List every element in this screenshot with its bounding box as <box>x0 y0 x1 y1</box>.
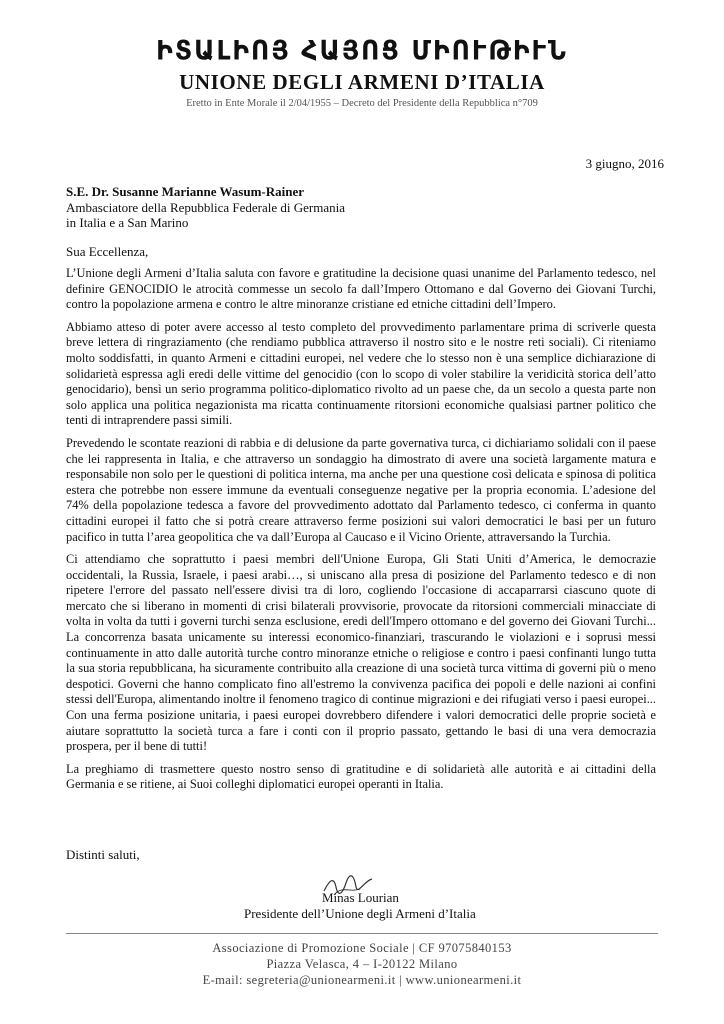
recipient-title: Ambasciatore della Repubblica Federale di Germania <box>66 199 346 215</box>
recipient-location: in Italia e a San Marino <box>66 215 189 230</box>
letter-date: 3 giugno, 2016 <box>585 156 664 171</box>
recipient-block <box>66 184 345 231</box>
paragraph: Prevedendo le scontate reazioni di rabbia e di delusione da parte governativa turca, ci dichiariamo solidali con il paese che lei rappresenta in Italia, e che attraverso un sondaggio ha dimostrato di avere una società largamente matura e responsabile non solo per le questioni di politica interna, ma anche per una questione così delicata e spinosa di politica estera che potrebbe non essere immune da eventuali conseguenze negative per la propria economia. L’adesione del 74% della popolazione tedesca a favore del provvedimento adottato dal Parlamento tedesco, ci conferma in quanto cittadini europei il fatto che si potrà creare attraverso ferme posizioni sui valori democratici le basi per un futuro pacifico in tutta l’area geopolitica che va dall’Europa al Caucaso e il Vicino Oriente, attraversando la Turchia. <box>66 435 656 544</box>
footer-line-3: E-mail: segreteria@unionearmeni.it | www.unionearmeni.it <box>202 973 522 987</box>
footer-line-2: Piazza Velasca, 4 – I-20122 Milano <box>266 957 458 971</box>
salutation: Sua Eccellenza, <box>66 244 149 259</box>
footer-line-1: Associazione di Promozione Sociale | CF 97075840153 <box>212 941 512 955</box>
letter-body <box>66 266 656 800</box>
footer-divider <box>66 933 658 934</box>
closing: Distinti saluti, <box>66 847 140 862</box>
paragraph: Abbiamo atteso di poter avere accesso al testo completo del provvedimento parlamentare prima di scriverle questa breve lettera di ringraziamento (che rendiamo pubblica attraverso il nostro sito e le nostre reti sociali). Ci riteniamo molto soddisfatti, in quanto Armeni e cittadini europei, nel vedere che lo stesso non è una semplice dichiarazione di solidarietà espressa agli eredi delle vittime del genocidio (con lo scopo di voler stabilire la veridicità storica dell’atto genocidario), bensì un serio programma politico-diplomatico rivolto ad un paese che, da un secolo a questa parte non solo applica una politica negazionista ma ricatta continuamente ritorsioni economiche qualsiasi partner politico che tenti di intraprendere passi simili. <box>66 319 656 428</box>
armenian-title: ԻՏԱԼԻՈՅ ՀԱՅՈՑ ՄԻՈՒԹԻՒՆ <box>156 35 568 66</box>
italian-title: UNIONE DEGLI ARMENI D’ITALIA <box>179 70 545 94</box>
recipient-name: S.E. Dr. Susanne Marianne Wasum-Rainer <box>66 184 305 199</box>
signer-name: Minas Lourian <box>322 890 399 905</box>
paragraph: La preghiamo di trasmettere questo nostro senso di gratitudine e di solidarietà alle autorità e ai cittadini della Germania e se ritiene, ai Suoi colleghi diplomatici europei operanti in Italia. <box>66 761 656 792</box>
header-subtitle: Eretto in Ente Morale il 2/04/1955 – Decreto del Presidente della Repubblica n°709 <box>186 98 538 109</box>
signer-role: Presidente dell’Unione degli Armeni d’Italia <box>244 906 476 921</box>
paragraph: Ci attendiamo che soprattutto i paesi membri dell'Unione Europa, Gli Stati Uniti d’America, le democrazie occidentali, la Russia, Israele, i paesi arabi…, si uniscano alla presa di posizione del Parlamento tedesco e di non ripetere l'errore del passato nell'essere divisi tra di loro, cogliendo l'occasione di accaparrarsi ciascuno quote di mercato che si liberano in momenti di crisi bilaterali provvisorie, provocate da ritorsioni commerciali minacciate di volta in volta da tutti i governi turchi senza esclusione, eredi dell'Impero ottomano e del governo dei Giovani Turchi... La concorrenza basata unicamente su interessi economico-finanziari, trascurando le violazioni e i soprusi messi continuamente in atto dalle autorità turche contro minoranze etniche o religiose e contro i paesi confinanti lungo tutta la sua storia repubblicana, ha sicuramente contribuito alla creazione di una società turca vittima di governi più o meno despotici. Governi che hanno complicato fino all'estremo la convivenza pacifica dei popoli e delle nazioni ai confini stessi dell'Europa, alimentando inoltre il fenomeno tragico di continue migrazioni e dei rifugiati verso i paesi europei... Con una ferma posizione unitaria, i paesi europei dovrebbero difendere i valori democratici delle proprie società e aiutare soprattutto la società turca a fare i conti con il proprio passato, gettando le basi di una vera democrazia prospera, per il bene di tutti! <box>66 552 656 754</box>
paragraph: L’Unione degli Armeni d’Italia saluta con favore e gratitudine la decisione quasi unanime del Parlamento tedesco, nel definire GENOCIDIO le atrocità commesse un secolo fa dall’Impero Ottomano e dal Governo dei Giovani Turchi, contro la popolazione armena e contro le altre minoranze cristiane ed etniche cittadini dell’Impero. <box>66 266 656 312</box>
